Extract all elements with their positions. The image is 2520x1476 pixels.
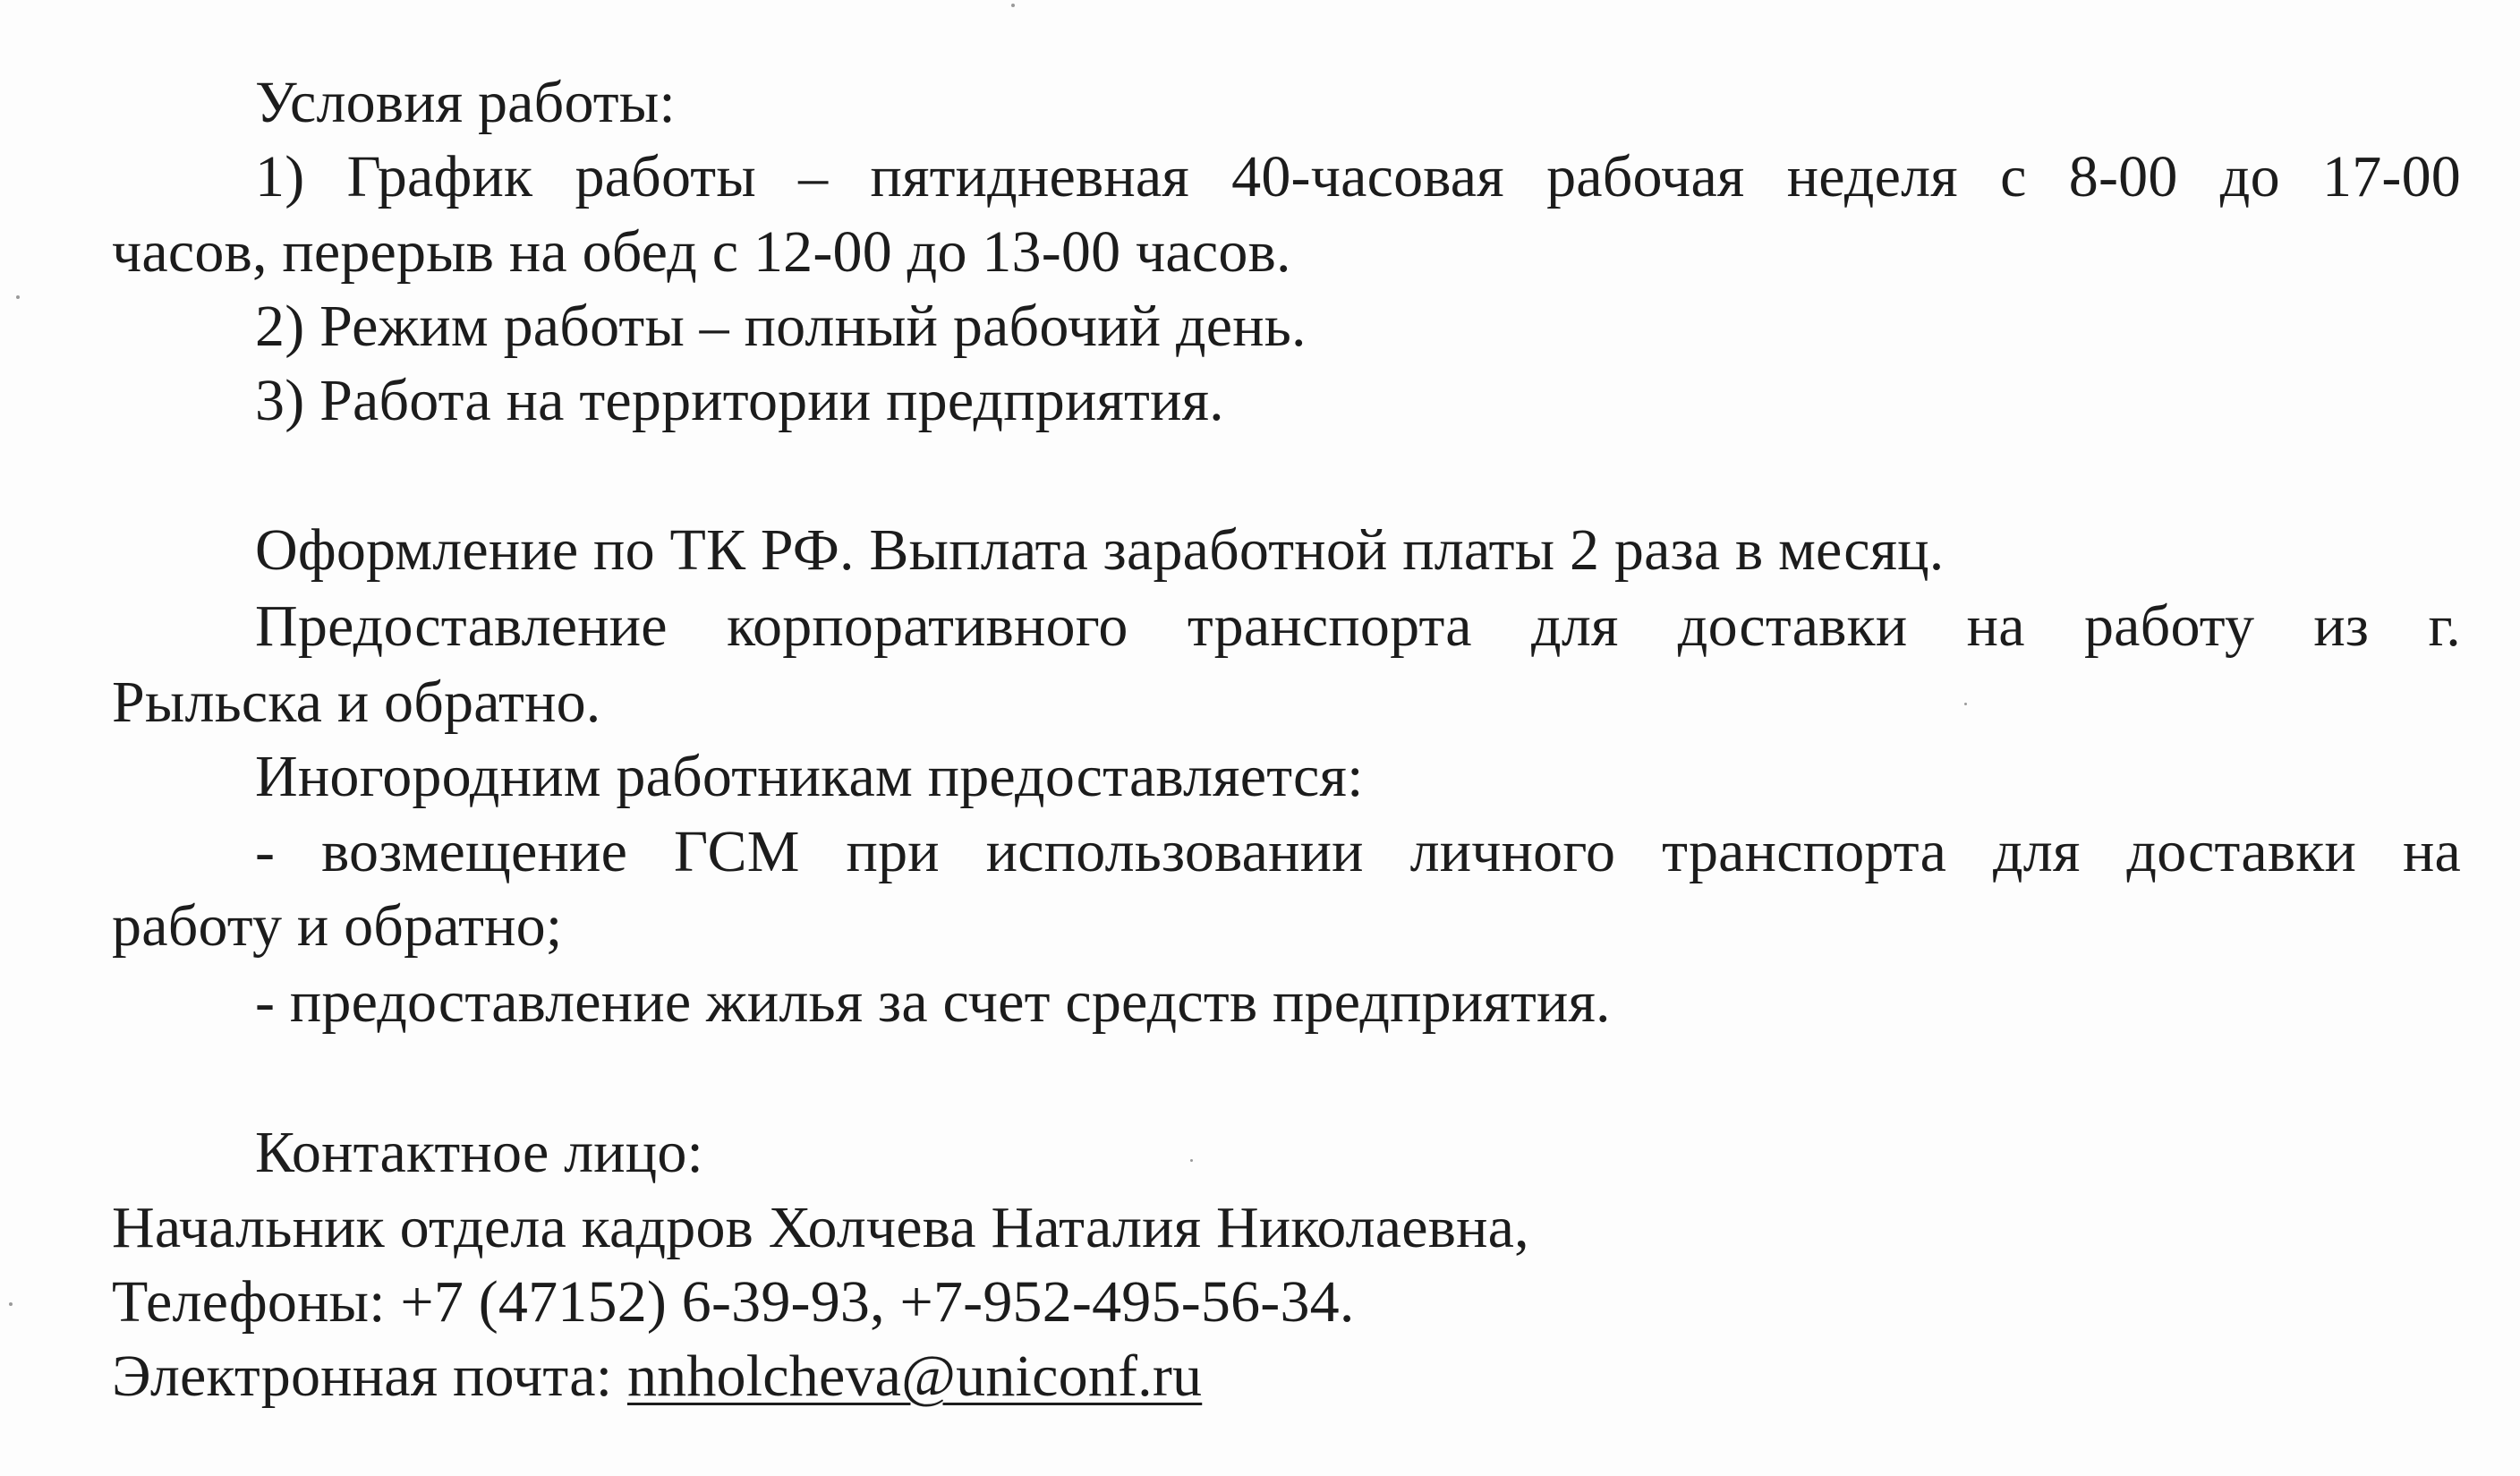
work-location-item: 3) Работа на территории предприятия. — [255, 368, 1224, 433]
work-mode-item: 2) Режим работы – полный рабочий день. — [255, 294, 1307, 359]
transport-line-1: Предоставление корпоративного транспорта для доставки на работу из г. — [255, 593, 2461, 659]
email-link[interactable]: nnholcheva@uniconf.ru — [626, 1344, 1203, 1409]
fuel-compensation-line-2: работу и обратно; — [112, 893, 563, 959]
scan-speck — [1964, 703, 1967, 705]
contact-phones: Телефоны: +7 (47152) 6-39-93, +7-952-495-56-34. — [112, 1269, 1355, 1335]
nonresident-heading: Иногородним работникам предоставляется: — [255, 744, 1364, 809]
housing-item: - предоставление жилья за счет средств предприятия. — [255, 969, 1611, 1035]
scan-speck — [1190, 1159, 1193, 1162]
fuel-compensation-line-1: - возмещение ГСМ при использовании личного транспорта для доставки на — [255, 819, 2461, 884]
schedule-line-2: часов, перерыв на обед с 12-00 до 13-00 часов. — [112, 219, 1291, 285]
email-label: Электронная почта: — [112, 1344, 627, 1409]
conditions-heading: Условия работы: — [255, 70, 676, 135]
schedule-line-1: 1) График работы – пятидневная 40-часовая рабочая неделя с 8-00 до 17-00 — [255, 144, 2461, 209]
contact-person: Начальник отдела кадров Холчева Наталия Николаевна, — [112, 1195, 1529, 1260]
scan-speck — [1011, 4, 1015, 7]
contact-heading: Контактное лицо: — [255, 1120, 704, 1185]
registration-text: Оформление по ТК РФ. Выплата заработной платы 2 раза в месяц. — [255, 517, 1945, 583]
scan-speck — [9, 1302, 13, 1306]
contact-email-row — [112, 1341, 1202, 1412]
transport-line-2: Рыльска и обратно. — [112, 670, 601, 735]
scan-speck — [16, 295, 20, 299]
